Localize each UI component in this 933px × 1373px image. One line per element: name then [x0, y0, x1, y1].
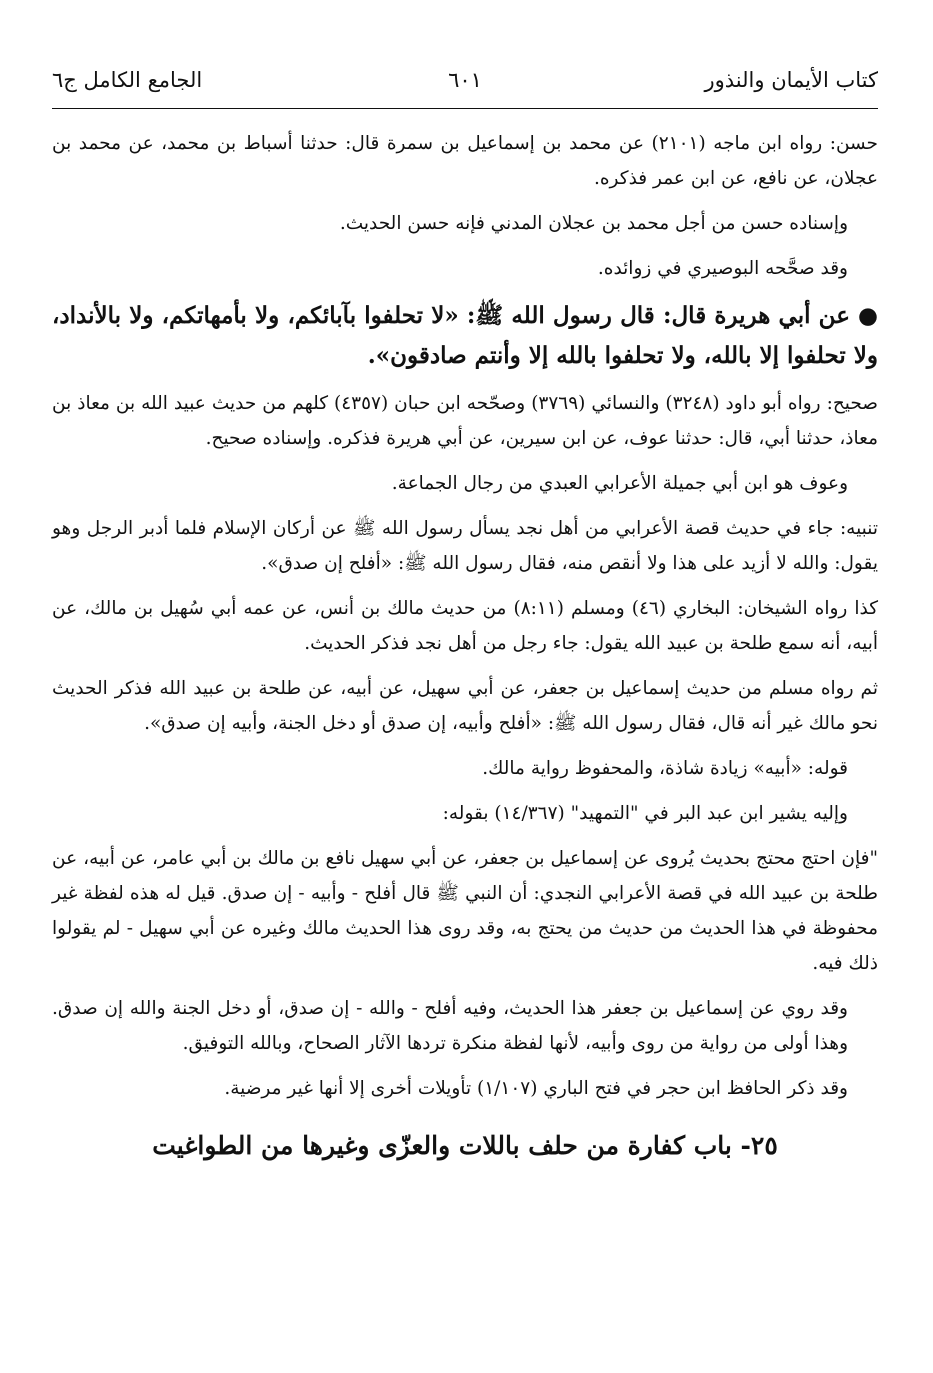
paragraph-sahih-grading: صحيح: رواه أبو داود (٣٢٤٨) والنسائي (٣٧٦٩) وصحّحه ابن حبان (٤٣٥٧) كلهم من حديث عبيد الله بن معاذ بن معاذ، حدثنا أبي، قال: حدثنا عوف، عن ابن سيرين، عن أبي هريرة فذكره. وإسناده صحيح.: [52, 393, 879, 449]
paragraph-busiri-note: وقد صحَّحه البوصيري في زوائده.: [597, 258, 848, 279]
paragraph-awf-note: وعوف هو ابن أبي جميلة الأعرابي العبدي من رجال الجماعة.: [391, 473, 848, 494]
running-header: [52, 58, 878, 102]
paragraph-isnad-note: وإسناده حسن من أجل محمد بن عجلان المدني فإنه حسن الحديث.: [339, 213, 848, 234]
book-section-title: كتاب الأيمان والنذور: [704, 68, 878, 92]
paragraph-shaykhan: كذا رواه الشيخان: البخاري (٤٦) ومسلم (٨:١١) من حديث مالك بن أنس، عن عمه أبي سُهيل بن مالك، عن أبيه، أنه سمع طلحة بن عبيد الله يقول: جاء رجل من أهل نجد فذكر الحديث.: [52, 598, 879, 654]
paragraph-shadh-note: قوله: «أبيه» زيادة شاذة، والمحفوظ رواية مالك.: [482, 758, 848, 779]
paragraph-hasan-grading: حسن: رواه ابن ماجه (٢١٠١) عن محمد بن إسماعيل بن سمرة قال: حدثنا أسباط بن محمد، عن محمد بن عجلان، عن نافع، عن ابن عمر فذكره.: [52, 133, 878, 189]
paragraph-ismail-narration: وقد روي عن إسماعيل بن جعفر هذا الحديث، وفيه أفلح - والله - إن صدق، أو دخل الجنة والله إن صدق. وهذا أولى من رواية من روى وأبيه، لأنها لفظة منكرة تردها الآثار الصحاح، وبالله التوفيق.: [52, 998, 848, 1054]
bullet-icon: ●: [857, 302, 878, 329]
volume-title: الجامع الكامل ج٦: [52, 68, 203, 92]
paragraph-tamhid-quote: "فإن احتج محتج بحديث يُروى عن إسماعيل بن جعفر، عن أبي سهيل نافع بن مالك بن أبي عامر، عن أبيه، عن طلحة بن عبيد الله في قصة الأعرابي النجدي: أن النبي ﷺ قال أفلح - وأبيه - إن صدق. قيل له هذه لفظة غير محفوظة في هذا الحديث من حديث من يحتج به، وقد روى هذا الحديث مالك وغيره عن أبي سهيل - لم يقولوا ذلك فيه.: [52, 848, 879, 974]
chapter-heading: ٢٥- باب كفارة من حلف باللات والعزّى وغيرها من الطواغيت: [152, 1131, 778, 1160]
paragraph-ibn-hajar: وقد ذكر الحافظ ابن حجر في فتح الباري (١/١٠٧) تأويلات أخرى إلا أنها غير مرضية.: [224, 1078, 848, 1099]
paragraph-muslim: ثم رواه مسلم من حديث إسماعيل بن جعفر، عن أبي سهيل، عن أبيه، عن طلحة بن عبيد الله فذكر الحديث نحو مالك غير أنه قال، فقال رسول الله ﷺ: «أفلح وأبيه، إن صدق أو دخل الجنة، وأبيه إن صدق».: [52, 678, 878, 734]
hadith-text: [52, 296, 878, 376]
hadith-body: عن أبي هريرة قال: قال رسول الله ﷺ: «لا تحلفوا بآبائكم، ولا بأمهاتكم، ولا بالأنداد، ولا تحلفوا إلا بالله، ولا تحلفوا بالله إلا وأنتم صادقون».: [52, 302, 878, 369]
page-number: ٦٠١: [448, 68, 482, 92]
header-divider: [52, 108, 878, 109]
page-body: [52, 126, 878, 1166]
paragraph-ibn-abd-al-barr: وإليه يشير ابن عبد البر في "التمهيد" (١٤/٣٦٧) بقوله:: [442, 803, 848, 824]
paragraph-tanbih: تنبيه: جاء في حديث قصة الأعرابي من أهل نجد يسأل رسول الله ﷺ عن أركان الإسلام فلما أدبر الرجل وهو يقول: والله لا أزيد على هذا ولا أنقص منه، فقال رسول الله ﷺ: «أفلح إن صدق».: [52, 518, 878, 574]
